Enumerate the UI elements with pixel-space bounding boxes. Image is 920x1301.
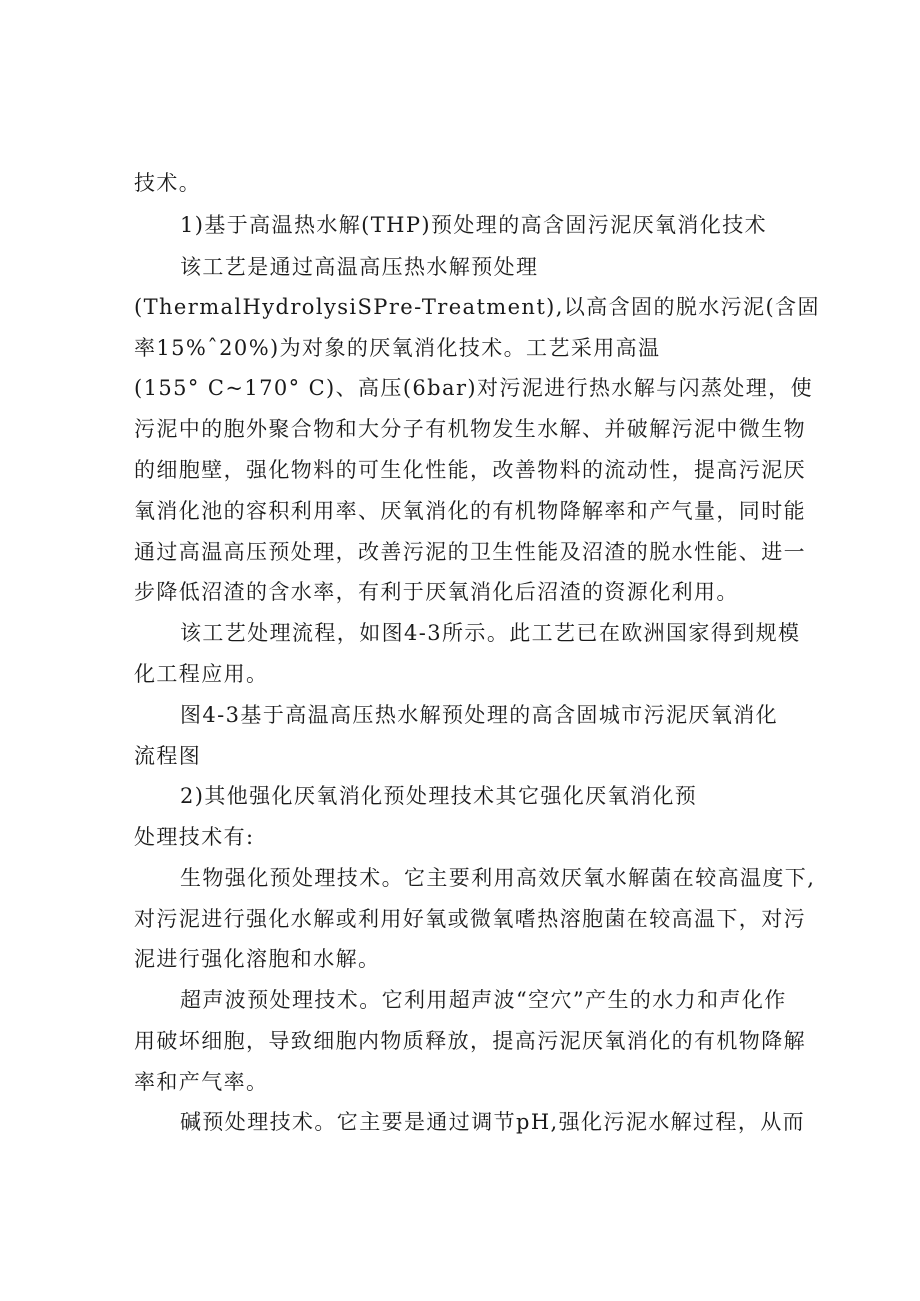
text-line: 技术。 bbox=[134, 171, 202, 195]
section-heading: 1)基于高温热水解(THP)预处理的高含固污泥厌氧消化技术 bbox=[180, 213, 767, 237]
text-line: 处理技术有: bbox=[134, 825, 255, 849]
text-line: 该工艺处理流程，如图4-3所示。此工艺已在欧洲国家得到规模 bbox=[180, 621, 801, 645]
text-line: (ThermalHydrolysiSPre-Treatment),以高含固的脱水污泥(含固 bbox=[134, 295, 820, 319]
text-line: (155° C~170° C)、高压(6bar)对污泥进行热水解与闪蒸处理，使 bbox=[134, 376, 813, 400]
text-line: 步降低沼渣的含水率，有利于厌氧消化后沼渣的资源化利用。 bbox=[134, 580, 739, 604]
text-line: 氧消化池的容积利用率、厌氧消化的有机物降解率和产气量，同时能 bbox=[134, 499, 806, 523]
text-line: 率15%ˆ20%)为对象的厌氧消化技术。工艺采用高温 bbox=[134, 336, 661, 360]
text-line: 用破坏细胞，导致细胞内物质释放，提高污泥厌氧消化的有机物降解 bbox=[134, 1029, 806, 1053]
figure-caption: 图4-3基于高温高压热水解预处理的高含固城市污泥厌氧消化 bbox=[180, 703, 779, 727]
text-line: 化工程应用。 bbox=[134, 662, 269, 686]
text-line: 对污泥进行强化水解或利用好氧或微氧嗜热溶胞菌在较高温下，对污 bbox=[134, 907, 806, 931]
text-line: 超声波预处理技术。它利用超声波“空穴”产生的水力和声化作 bbox=[180, 988, 787, 1012]
text-line: 的细胞壁，强化物料的可生化性能，改善物料的流动性，提高污泥厌 bbox=[134, 458, 806, 482]
text-line: 率和产气率。 bbox=[134, 1070, 269, 1094]
text-line: 通过高温高压预处理，改善污泥的卫生性能及沼渣的脱水性能、进一 bbox=[134, 540, 806, 564]
text-line: 生物强化预处理技术。它主要利用高效厌氧水解菌在较高温度下, bbox=[180, 866, 816, 890]
text-line: 泥进行强化溶胞和水解。 bbox=[134, 947, 381, 971]
text-line: 污泥中的胞外聚合物和大分子有机物发生水解、并破解污泥中微生物 bbox=[134, 417, 806, 441]
figure-caption: 流程图 bbox=[134, 744, 202, 768]
section-heading: 2)其他强化厌氧消化预处理技术其它强化厌氧消化预 bbox=[180, 784, 698, 808]
text-line: 该工艺是通过高温高压热水解预处理 bbox=[180, 255, 539, 279]
text-line: 碱预处理技术。它主要是通过调节pH,强化污泥水解过程，从而 bbox=[180, 1110, 806, 1134]
